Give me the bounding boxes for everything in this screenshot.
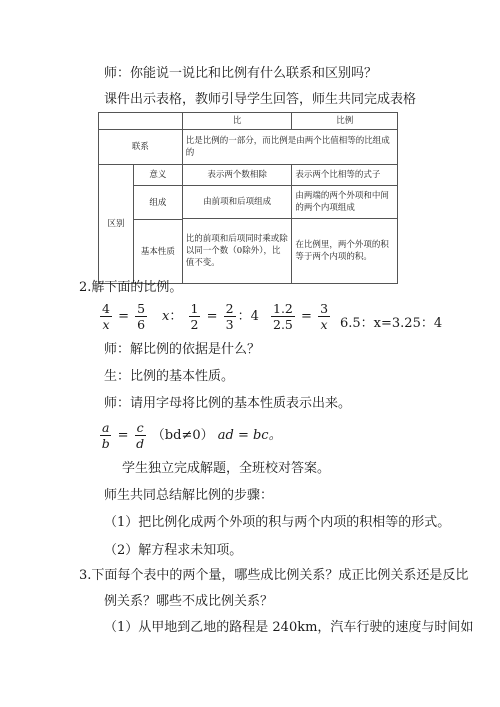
composition-proportion: 由两端的两个外项和中间的两个内项组成 bbox=[292, 185, 398, 219]
formula-den1: b bbox=[101, 436, 110, 451]
step-2: （2）解方程求未知项。 bbox=[104, 543, 243, 558]
eq1-equals: = bbox=[118, 309, 129, 324]
equation-2 bbox=[162, 301, 259, 332]
lianxi-label: 联系 bbox=[99, 130, 183, 165]
equation-4: 6.5：x=3.25：4 bbox=[340, 316, 443, 331]
lianxi-text: 比是比例的一部分，而比例是由两个比值相等的比组成的 bbox=[182, 130, 397, 165]
eq1-num2: 5 bbox=[137, 301, 146, 316]
table-corner-cell bbox=[99, 113, 183, 130]
eq2-den2: 3 bbox=[225, 317, 234, 332]
qubie-cell bbox=[99, 165, 183, 284]
meaning-proportion: 表示两个比相等的式子 bbox=[292, 165, 398, 186]
eq2-x: x bbox=[162, 309, 170, 324]
eq2-equals: = bbox=[206, 309, 218, 324]
table-header-row bbox=[99, 113, 398, 130]
question-letters: 师：请用字母将比例的基本性质表示出来。 bbox=[104, 396, 352, 411]
formula-condition: （bd≠0） bbox=[151, 428, 214, 443]
summary-line: 师生共同总结解比例的步骤： bbox=[104, 488, 274, 503]
eq1-num1: 4 bbox=[102, 301, 110, 316]
equation-3 bbox=[269, 301, 332, 332]
courseware-line: 课件出示表格，教师引导学生回答，师生共同完成表格 bbox=[104, 92, 417, 107]
formula-num1: a bbox=[102, 420, 110, 435]
eq2-tail: ：4 bbox=[237, 309, 259, 324]
header-proportion: 比例 bbox=[292, 113, 398, 130]
meaning-ratio: 表示两个数相除 bbox=[182, 165, 292, 186]
header-ratio: 比 bbox=[182, 113, 292, 130]
eq2-num1: 1 bbox=[190, 301, 199, 316]
eq3-den1: 2.5 bbox=[273, 317, 293, 332]
formula-result: ad = bc。 bbox=[217, 428, 282, 443]
qubie-label: 区别 bbox=[99, 165, 134, 283]
section3-item-1: （1）从甲地到乙地的路程是 240km，汽车行驶的速度与时间如 bbox=[104, 620, 474, 635]
table-row-lianxi bbox=[99, 130, 398, 165]
eq2-num2: 2 bbox=[225, 301, 234, 316]
eq1-den1: x bbox=[102, 317, 110, 332]
answer-basis: 生：比例的基本性质。 bbox=[104, 369, 235, 384]
eq3-equals: = bbox=[301, 309, 312, 324]
aspect-composition: 组成 bbox=[134, 186, 182, 220]
independent-line: 学生独立完成解题，全班校对答案。 bbox=[122, 461, 331, 476]
section3-heading-1: 3.下面每个表中的两个量，哪些成比例关系？成正比例关系还是反比 bbox=[79, 568, 469, 583]
proportion-formula bbox=[98, 420, 282, 451]
aspect-meaning: 意义 bbox=[134, 165, 182, 186]
composition-ratio: 由前项和后项组成 bbox=[182, 185, 292, 219]
table-row bbox=[99, 165, 398, 186]
aspect-property: 基本性质 bbox=[140, 246, 175, 257]
eq3-num1: 1.2 bbox=[273, 301, 293, 316]
section3-heading-2: 例关系？哪些不成比例关系？ bbox=[104, 594, 274, 609]
comparison-table bbox=[98, 112, 398, 284]
equation-1 bbox=[98, 301, 149, 332]
eq3-den2: x bbox=[320, 317, 328, 332]
eq1-den2: 6 bbox=[137, 317, 146, 332]
formula-equals: = bbox=[117, 428, 129, 443]
property-ratio: 比的前项和后项同时乘或除以同一个数（0除外），比值不变。 bbox=[182, 219, 292, 284]
eq2-den1: 2 bbox=[190, 317, 199, 332]
formula-num2: c bbox=[136, 420, 144, 435]
formula-den2: d bbox=[136, 436, 145, 451]
eq2-colon: ： bbox=[169, 309, 183, 324]
eq3-num2: 3 bbox=[320, 301, 329, 316]
property-proportion: 在比例里，两个外项的积等于两个内项的积。 bbox=[292, 219, 398, 284]
teacher-question: 师：你能说一说比和比例有什么联系和区别吗？ bbox=[104, 66, 378, 81]
section2-heading: 2.解下面的比例。 bbox=[79, 280, 183, 295]
question-basis: 师：解比例的依据是什么？ bbox=[104, 342, 261, 357]
step-1: （1）把比例化成两个外项的积与两个内项的积相等的形式。 bbox=[104, 515, 451, 530]
